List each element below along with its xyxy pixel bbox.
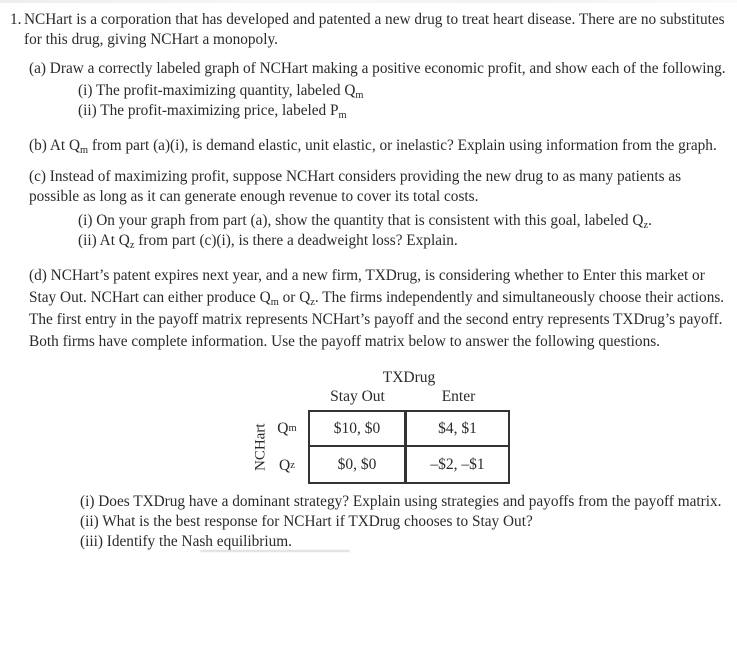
- scan-artifact: [0, 0, 737, 3]
- part-a-item-ii: (ii) The profit-maximizing price, labeled Pm: [78, 102, 347, 121]
- part-d-item-i: (i) Does TXDrug have a dominant strategy? Explain using strategies and payoffs from the payoff matrix.: [80, 493, 722, 510]
- subscript: m: [80, 144, 89, 156]
- payoff-cell-qm-enter: $4, $1: [407, 410, 510, 447]
- part-d-item-ii: (ii) What is the best response for NCHart if TXDrug chooses to Stay Out?: [80, 513, 533, 530]
- subscript: z: [129, 239, 135, 251]
- part-c-item-ii: (ii) At Qz from part (c)(i), is there a deadweight loss? Explain.: [78, 232, 458, 251]
- question-number: 1.: [10, 11, 22, 28]
- part-d-item-iii: (iii) Identify the Nash equilibrium.: [80, 533, 292, 550]
- question-intro-text: NCHart is a corporation that has developed and patented a new drug to treat heart disease. There are no substitutes for this drug, giving NCHart a monopoly.: [24, 11, 725, 48]
- subscript: m: [270, 296, 279, 308]
- part-a-items: [78, 81, 729, 121]
- payoff-matrix-top-player: TXDrug: [382, 369, 436, 386]
- subscript: z: [310, 296, 315, 308]
- part-a-item-i: (i) The profit-maximizing quantity, labeled Qm: [78, 82, 364, 101]
- payoff-matrix-row-label-qz: Q z: [279, 456, 295, 474]
- payoff-matrix-row-label-qm: Q m: [277, 419, 297, 437]
- payoff-matrix: [252, 368, 510, 484]
- payoff-cell-qz-enter: –$2, –$1: [407, 447, 510, 484]
- part-d-text: (d) NCHart’s patent expires next year, and a new firm, TXDrug, is considering whether to Enter this market or Stay Out. NCHart can either produce Qm or Qz. The firms independently and simultaneously choose their actions. The first entry in the payoff matrix represents NCHart’s payoff and the second entry represents TXDrug’s payoff. Both firms have complete information. Use the payoff matrix below to answer the following questions.: [29, 267, 725, 350]
- payoff-matrix-col-header-enter: Enter: [441, 388, 476, 405]
- part-c-items: [78, 211, 729, 251]
- subscript: m: [338, 109, 347, 121]
- part-b-text: (b) At Qm from part (a)(i), is demand elastic, unit elastic, or inelastic? Explain using information from the graph.: [29, 137, 717, 156]
- subscript: z: [643, 219, 649, 231]
- question-intro: [10, 10, 729, 50]
- payoff-matrix-grid: [252, 388, 510, 484]
- subscript: m: [355, 89, 364, 101]
- payoff-matrix-left-player: NCHart: [252, 423, 269, 471]
- part-c-item-i: (i) On your graph from part (a), show the quantity that is consistent with this goal, labeled Qz.: [78, 212, 652, 231]
- part-a-text: (a) Draw a correctly labeled graph of NCHart making a positive economic profit, and show each of the following.: [29, 60, 726, 77]
- payoff-matrix-col-header-stay-out: Stay Out: [330, 388, 385, 405]
- scan-artifact: [200, 550, 350, 552]
- payoff-cell-qz-stayout: $0, $0: [308, 447, 407, 484]
- part-c-text: (c) Instead of maximizing profit, suppose NCHart considers providing the new drug to as many patients as possible as long as it can generate enough revenue to cover its total costs.: [29, 168, 682, 205]
- part-d-items: [0, 492, 729, 552]
- payoff-cell-qm-stayout: $10, $0: [308, 410, 407, 447]
